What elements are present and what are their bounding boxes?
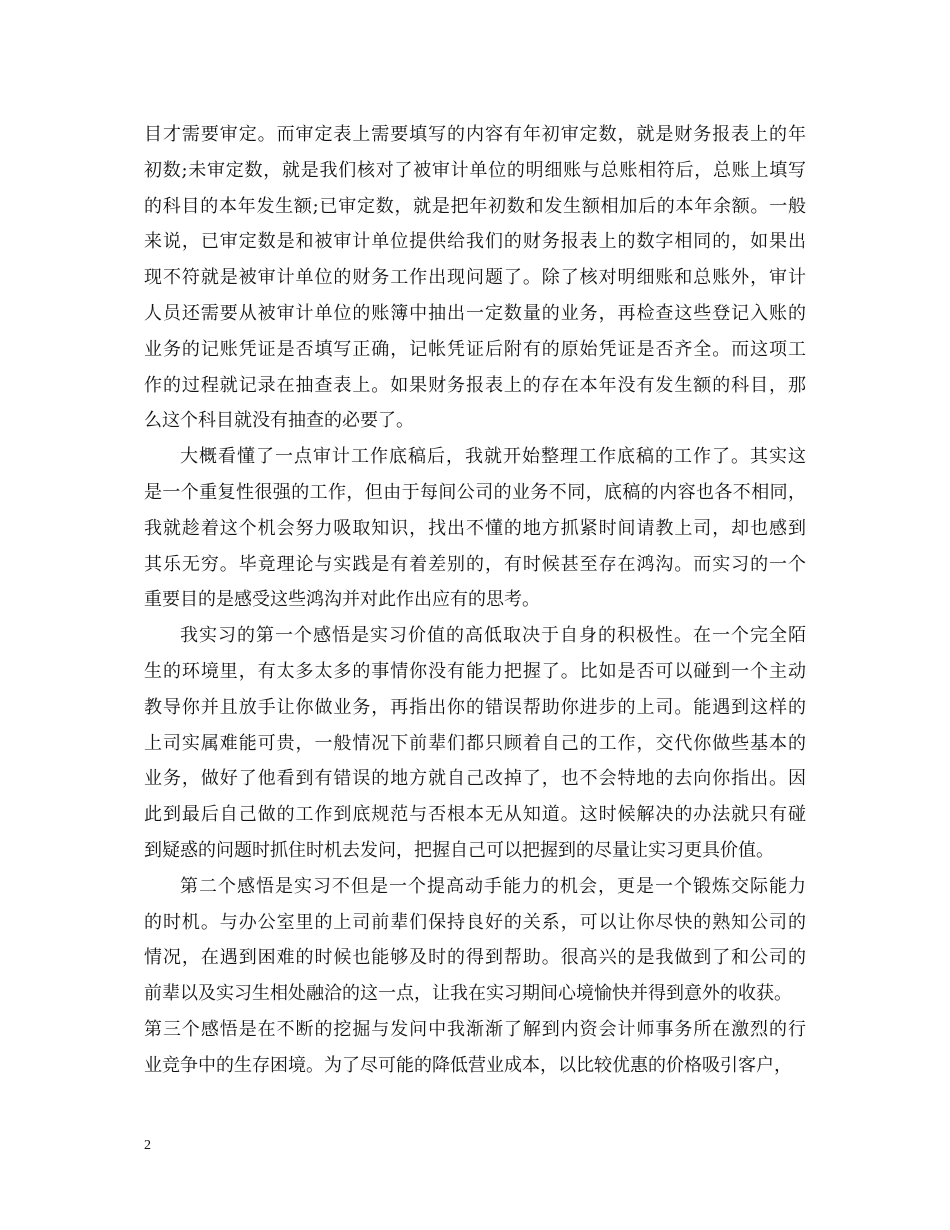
text-line: 其乐无穷。毕竟理论与实践是有着差别的，有时候甚至存在鸿沟。而实习的一个 <box>144 553 806 575</box>
text-line: 生的环境里，有太多太多的事情你没有能力把握了。比如是否可以碰到一个主动 <box>144 660 806 682</box>
text-line: 业务，做好了他看到有错误的地方就自己改掉了，也不会特地的去向你指出。因 <box>144 768 806 790</box>
text-line: 业务的记账凭证是否填写正确，记帐凭证后附有的原始凭证是否齐全。而这项工 <box>144 338 806 360</box>
text-line: 此到最后自己做的工作到底规范与否根本无从知道。这时候解决的办法就只有碰 <box>144 804 806 826</box>
paragraph <box>144 1012 806 1084</box>
text-line: 重要目的是感受这些鸿沟并对此作出应有的思考。 <box>144 589 540 611</box>
paragraph <box>144 869 806 1012</box>
text-line: 第三个感悟是在不断的挖掘与发问中我渐渐了解到内资会计师事务所在激烈的行 <box>144 1018 806 1040</box>
text-line: 教导你并且放手让你做业务，再指出你的错误帮助你进步的上司。能遇到这样的 <box>144 696 806 718</box>
text-line: 现不符就是被审计单位的财务工作出现问题了。除了核对明细账和总账外，审计 <box>144 267 806 289</box>
text-line: 业竞争中的生存困境。为了尽可能的降低营业成本，以比较优惠的价格吸引客户， <box>144 1054 792 1076</box>
text-line: 目才需要审定。而审定表上需要填写的内容有年初审定数，就是财务报表上的年 <box>144 124 806 145</box>
text-line: 到疑惑的问题时抓住时机去发问，把握自己可以把握到的尽量让实习更具价值。 <box>144 839 774 861</box>
body-text <box>144 117 806 1084</box>
page-number: 2 <box>144 1138 151 1153</box>
paragraph <box>144 618 806 869</box>
paragraph <box>144 439 806 618</box>
text-line: 的科目的本年发生额;已审定数，就是把年初数和发生额相加后的本年余额。一般 <box>144 195 806 217</box>
paragraph <box>144 117 806 439</box>
text-line: 我实习的第一个感悟是实习价值的高低取决于自身的积极性。在一个完全陌 <box>180 625 806 647</box>
text-line: 大概看懂了一点审计工作底稿后，我就开始整理工作底稿的工作了。其实这 <box>180 446 806 468</box>
text-line: 第二个感悟是实习不但是一个提高动手能力的机会，更是一个锻炼交际能力 <box>180 875 806 897</box>
text-line: 是一个重复性很强的工作，但由于每间公司的业务不同，底稿的内容也各不相同， <box>144 481 806 503</box>
text-line: 人员还需要从被审计单位的账簿中抽出一定数量的业务，再检查这些登记入账的 <box>144 302 806 324</box>
text-line: 来说，已审定数是和被审计单位提供给我们的财务报表上的数字相同的，如果出 <box>144 231 806 253</box>
text-line: 的时机。与办公室里的上司前辈们保持良好的关系，可以让你尽快的熟知公司的 <box>144 911 806 933</box>
text-line: 前辈以及实习生相处融洽的这一点，让我在实习期间心境愉快并得到意外的收获。 <box>144 983 792 1005</box>
text-line: 初数;未审定数，就是我们核对了被审计单位的明细账与总账相符后，总账上填写 <box>144 159 806 181</box>
text-line: 作的过程就记录在抽查表上。如果财务报表上的存在本年没有发生额的科目，那 <box>144 374 806 396</box>
text-line: 我就趁着这个机会努力吸取知识，找出不懂的地方抓紧时间请教上司，却也感到 <box>144 517 806 539</box>
text-line: 上司实属难能可贵，一般情况下前辈们都只顾着自己的工作，交代你做些基本的 <box>144 732 806 754</box>
text-line: 么这个科目就没有抽查的必要了。 <box>144 410 414 432</box>
text-line: 情况，在遇到困难的时候也能够及时的得到帮助。很高兴的是我做到了和公司的 <box>144 947 806 969</box>
